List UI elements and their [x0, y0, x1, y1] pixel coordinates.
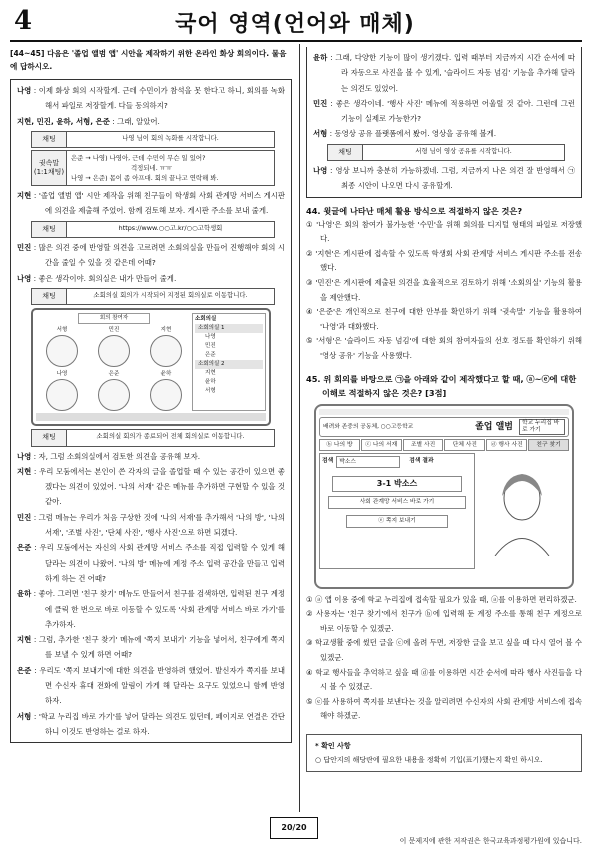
- passage-intro: [44~45] 다음은 '졸업 앨범 앱' 시안을 제작하기 위한 온라인 화상 회의이다. 물음에 답하시오.: [10, 49, 287, 71]
- dialogue-line: [313, 96, 575, 127]
- search-result-box: [319, 453, 475, 569]
- avatar: [150, 379, 182, 411]
- dialogue-line: [17, 540, 285, 586]
- chat-box-5: [31, 429, 275, 446]
- speaker-name: 은준: [17, 665, 32, 675]
- school-home-link-button[interactable]: 학교 누리집 바로 가기: [519, 419, 565, 435]
- separator: :: [31, 243, 39, 253]
- separator: :: [31, 86, 39, 95]
- separator: :: [109, 116, 118, 126]
- dialogue-block-2: [17, 188, 285, 219]
- question-number: 44.: [306, 205, 321, 216]
- participant-name: 민진: [108, 327, 120, 334]
- separator: :: [327, 98, 336, 108]
- tab-my-room[interactable]: ⓑ 나의 방: [319, 439, 360, 451]
- separator: :: [31, 466, 40, 476]
- speaker-name: 나영: [17, 86, 32, 95]
- utterance: '졸업 앨범 앱' 시안 제작을 위해 친구들이 학생회 사회 관계망 서비스 게시판에 의견을 제출해 주었어. 함께 검토해 보자. 게시판 주소를 보내 줄게.: [38, 191, 285, 216]
- answer-option[interactable]: ④ '은준'은 개인적으로 친구에 대한 안부를 확인하기 위해 '귓속말' 기능을 활용하여 '나영'과 대화했다.: [306, 307, 582, 331]
- utterance: 많은 의견 중에 반영할 의견을 고르려면 소회의실을 만들어 진행해야 회의 시간을 줄일 수 있을 것 같은데 어때?: [38, 243, 285, 268]
- avatar: [46, 335, 78, 367]
- speaker-name: 윤하: [17, 589, 32, 599]
- avatar: [98, 335, 130, 367]
- speaker-name: 민진: [17, 243, 32, 253]
- question-44-options: [306, 218, 582, 364]
- notice-title: * 확인 사항: [315, 741, 351, 750]
- answer-option[interactable]: ④ 학교 행사들을 추억하고 싶을 때 ⓓ를 이용하면 시간 순서에 따라 행사 사진들을 다시 볼 수 있겠군.: [306, 667, 582, 692]
- whisper-tag: 귓속말 (1:1채팅): [32, 151, 67, 185]
- tab-find-friends[interactable]: 친구 찾기: [528, 439, 569, 451]
- footer-page-number: 20/20: [270, 817, 318, 839]
- dialogue-frame: [10, 79, 292, 743]
- dialogue-line: [17, 83, 285, 114]
- utterance: 우리 모둠에서는 본인이 쓴 각자의 글을 졸업할 때 수 있는 공간이 있으면 좋겠다는 의견이 있었어. '나의 서재' 같은 메뉴를 추가하면 구현할 수 있을 것 같아.: [39, 466, 285, 507]
- participant-row-2: [36, 370, 192, 411]
- portrait-illustration-icon: [487, 466, 557, 556]
- app-title: 졸업 앨범: [475, 421, 513, 432]
- dialogue-line: [17, 271, 285, 286]
- participant-name: 지현: [160, 327, 172, 334]
- check-notice: [306, 734, 582, 772]
- room-member: 서형: [205, 388, 216, 395]
- result-title: 검색 결과: [409, 457, 434, 464]
- chat-tag: 채팅: [32, 222, 67, 237]
- separator: :: [327, 129, 335, 139]
- speaker-name: 윤하: [313, 53, 328, 62]
- participant-tile: [92, 326, 136, 367]
- speaker-name: 나영: [17, 451, 32, 461]
- chat-box-1: [31, 131, 275, 148]
- utterance: 그래, 알았어.: [117, 116, 160, 126]
- friend-profile-photo: [475, 453, 569, 569]
- answer-option[interactable]: ⑤ ⓔ를 사용하여 쪽지를 보낸다는 것을 알리려면 수신자의 사회 관계망 서비스에 접속해야 하겠군.: [306, 696, 582, 721]
- chat-message: 소회의실 회의가 종료되어 전체 회의실로 이동합니다.: [96, 432, 245, 441]
- breakout-room-2[interactable]: 소회의실 2: [195, 360, 263, 369]
- dialogue-block-3: [17, 240, 285, 286]
- participant-area: [36, 313, 192, 411]
- question-stem: 윗글에 나타난 매체 활용 방식으로 적절하지 않은 것은?: [323, 205, 523, 216]
- utterance: 그럼 메뉴는 우리가 처음 구상한 것에 '나의 서재'를 추가해서 '나의 방', '나의 서재', '조별 사진', '단체 사진', '행사 사진'으로 하면 되겠다.: [38, 512, 285, 538]
- tab-group-photos[interactable]: 조별 사진: [403, 439, 444, 451]
- question-45-options: [306, 593, 582, 724]
- speaker-name: 민진: [17, 512, 32, 522]
- avatar: [46, 379, 78, 411]
- utterance: 그럼, 추가한 '친구 찾기' 메뉴에 '쪽지 보내기' 기능을 넣어서, 친구에게 쪽지를 보낼 수 있게 하면 어때?: [39, 635, 285, 660]
- chat-message: 소회의실 회의가 시작되어 지정된 회의실로 이동합니다.: [93, 290, 248, 299]
- dialogue-block-1: [17, 83, 285, 129]
- participant-row-1: [36, 326, 192, 367]
- participant-window-title: 회의 참여자: [78, 313, 150, 324]
- room-member: 나영: [205, 334, 216, 341]
- separator: :: [31, 273, 39, 283]
- speaker-name: 지현: [17, 635, 32, 645]
- student-name-card: 3-1 박소스: [332, 476, 462, 492]
- status-bar: [319, 409, 569, 415]
- participant-name: 나영: [56, 371, 68, 378]
- participant-tile: [144, 326, 188, 367]
- chat-box-3: [31, 221, 275, 238]
- speaker-name: 은준: [17, 543, 32, 553]
- chat-message: 나영 님이 회의 녹화를 시작합니다.: [122, 133, 219, 142]
- utterance: 이제 화상 회의 시작할게. 근데 수민이가 참석을 못 한다고 하니, 회의를 녹화해서 파일로 저장할게. 다들 동의하지?: [38, 86, 285, 111]
- separator: :: [31, 543, 40, 553]
- separator: :: [31, 589, 39, 599]
- friend-search-panel: [319, 453, 569, 569]
- page-number: 4: [14, 6, 33, 36]
- answer-option[interactable]: ② 사용자는 '친구 찾기'에서 친구가 ⓑ에 입력해 둔 계정 주소를 통해 친구 계정으로 바로 이동할 수 있겠군.: [306, 609, 582, 633]
- speaker-name: 민진: [313, 98, 328, 108]
- chat-tag: 채팅: [32, 430, 67, 445]
- tab-event-photos[interactable]: ⓓ 행사 사진: [486, 439, 527, 451]
- chat-box-4: [31, 288, 275, 305]
- dialogue-line: [17, 240, 285, 271]
- copyright-notice: 이 문제지에 관한 저작권은 한국교육과정평가원에 있습니다.: [399, 837, 582, 845]
- dialogue-line: [17, 663, 285, 709]
- utterance: 좋아. 그러면 '친구 찾기' 메뉴도 만들어서 친구를 검색하면, 입력된 친구 계정에 클릭 한 번으로 바로 이동할 수 있도록 '사회 관계망 서비스 바로 가기'를 추가하자.: [38, 589, 285, 629]
- breakout-room-panel: [192, 313, 266, 411]
- search-input[interactable]: 박소스: [336, 456, 400, 468]
- chat-message: 서형 님이 영상 공유를 시작합니다.: [415, 146, 512, 155]
- dialogue-line: [17, 449, 285, 464]
- dialogue-line: [17, 586, 285, 632]
- question-45: [306, 372, 582, 400]
- participant-tile: [40, 370, 84, 411]
- app-header: [319, 417, 569, 437]
- answer-option[interactable]: ② '지현'은 게시판에 접속할 수 있도록 학생회 사회 관계망 서비스 게시판 주소를 전송했다.: [306, 248, 582, 273]
- whisper-line: 나영 → 은준) 몸이 좀 아프대. 회의 끝나고 연락해 봐.: [71, 174, 219, 183]
- whisper-box: [31, 150, 275, 186]
- utterance: 그래, 다양한 기능이 많이 생기겠다. 입력 때부터 지금까지 시간 순서에 따라 자동으로 사진을 볼 수 있게, '슬라이드 자동 넘김' 기능을 추가해 달라는 의견도 있었어.: [335, 53, 575, 93]
- avatar: [98, 379, 130, 411]
- participant-tile: [40, 326, 84, 367]
- speaker-name: 지현, 민진, 윤하, 서형, 은준: [17, 116, 110, 126]
- send-note-button[interactable]: ⓔ 쪽지 보내기: [346, 515, 448, 528]
- participant-name: 윤하: [160, 371, 172, 378]
- dialogue-block-6: [313, 163, 575, 194]
- separator: :: [327, 53, 336, 62]
- chat-tag: 채팅: [32, 132, 67, 147]
- utterance: 동영상 공유 플랫폼에서 봤어. 영상을 공유해 볼게.: [334, 129, 497, 139]
- tab-class-photos[interactable]: 단체 사진: [444, 439, 485, 451]
- speaker-name: 지현: [17, 466, 32, 476]
- dialogue-block-4: [17, 449, 285, 740]
- tab-my-library[interactable]: ⓒ 나의 서재: [361, 439, 402, 451]
- utterance: 좋은 생각이야. 회의실은 내가 만들어 줄게.: [38, 273, 177, 283]
- header-rule: [10, 40, 582, 42]
- album-app-screen: [314, 404, 574, 589]
- answer-option[interactable]: ③ 학교생활 중에 썼던 글을 ⓒ에 올려 두면, 저장한 글을 보고 싶을 때 다시 열어 볼 수 있겠군.: [306, 638, 582, 662]
- dialogue-frame-continued: [306, 47, 582, 198]
- answer-option[interactable]: ⑤ '서형'은 '슬라이드 자동 넘김'에 대한 회의 참여자들의 선호 정도를 확인하기 위해 '영상 공유' 기능을 사용했다.: [306, 336, 582, 361]
- answer-option[interactable]: ① ⓐ 앱 이용 중에 학교 누리집에 접속할 필요가 있을 때, ⓐ를 이용하면 편리하겠군.: [306, 594, 577, 604]
- whisper-line: 걱정되네. ㅠㅠ: [131, 164, 173, 173]
- room-member: 민진: [205, 343, 216, 350]
- breakout-panel-title: 소회의실: [195, 316, 217, 323]
- separator: :: [31, 635, 39, 645]
- speaker-name: 나영: [313, 166, 328, 176]
- breakout-room-1[interactable]: 소회의실 1: [195, 324, 263, 333]
- separator: :: [31, 665, 40, 675]
- notice-text: ○ 답안지의 해당란에 필요한 내용을 정확히 기입(표기)했는지 확인 하시오.: [315, 755, 543, 764]
- whisper-messages: [67, 151, 274, 185]
- avatar: [150, 335, 182, 367]
- speaker-name: 서형: [313, 129, 328, 139]
- search-label: 검색: [322, 457, 334, 464]
- dialogue-line: [313, 163, 575, 194]
- utterance: 자, 그럼 소회의실에서 검토한 의견을 공유해 보자.: [38, 451, 201, 461]
- separator: :: [31, 711, 39, 721]
- participant-name: 은준: [108, 371, 120, 378]
- chat-box-6: [327, 144, 565, 161]
- speaker-name: 지현: [17, 191, 32, 201]
- app-banner: 배려와 존중의 공동체, ○○고등학교: [323, 423, 414, 430]
- dialogue-line: [17, 114, 285, 129]
- utterance: 우리도 '쪽지 보내기'에 대한 의견을 반영하려 했었어. 발신자가 쪽지를 보내면 수신자 휴대 전화에 알림이 가게 해 달라는 요구도 있었으니 함께 반영하자.: [39, 665, 285, 706]
- dialogue-line: [17, 510, 285, 541]
- separator: :: [31, 512, 39, 522]
- question-44: [306, 204, 582, 218]
- speaker-name: 나영: [17, 273, 32, 283]
- room-member: 윤하: [205, 379, 216, 386]
- answer-option[interactable]: ① '나영'은 회의 참여가 불가능한 '수민'을 위해 회의를 디지털 형태의 파일로 저장했다.: [306, 219, 582, 244]
- right-column: [306, 45, 582, 772]
- page-header: [0, 0, 590, 44]
- question-stem: 위 회의를 바탕으로 ㉠을 아래와 같이 제작했다고 할 때, ⓐ~ⓔ에 대한 이해로 적절하지 않은 것은? [3점]: [322, 373, 577, 398]
- dialogue-line: [17, 709, 285, 740]
- sns-shortcut-button[interactable]: 사회 관계망 서비스 바로 가기: [328, 496, 466, 509]
- separator: :: [31, 451, 39, 461]
- media-control-bar[interactable]: [36, 413, 266, 421]
- speaker-name: 서형: [17, 711, 32, 721]
- participant-tile: [92, 370, 136, 411]
- question-number: 45.: [306, 373, 321, 384]
- room-member: 지현: [205, 370, 216, 377]
- column-divider: [299, 44, 300, 812]
- room-member: 은준: [205, 352, 216, 359]
- separator: :: [327, 166, 336, 176]
- participant-tile: [144, 370, 188, 411]
- chat-tag: 채팅: [32, 289, 67, 304]
- utterance: 좋은 생각이네. '행사 사진' 메뉴에 적용하면 어울릴 것 같아. 그런데 그런 기능이 실제로 가능한가?: [335, 98, 575, 124]
- dialogue-block-5: [313, 50, 575, 142]
- utterance: 우리 모둠에서는 자신의 사회 관계망 서비스 주소를 직접 입력할 수 있게 해 달라는 의견이 나왔어. '나의 방' 메뉴에 계정 주소 입력 공간을 만들고 입력하게 하는 건 어때?: [39, 543, 285, 583]
- menu-tabs: [319, 439, 569, 451]
- separator: :: [31, 191, 39, 201]
- utterance: '학교 누리집 바로 가기'를 넣어 달라는 의견도 있던데, 페이지로 연결은 간단하니 이것도 반영하는 걸로 하자.: [38, 711, 285, 736]
- chat-tag: 채팅: [328, 145, 363, 160]
- video-conference-screen: [31, 308, 271, 426]
- whisper-line: 은준 → 나영) 나영아, 근데 수민이 무슨 일 있어?: [71, 154, 206, 163]
- answer-option[interactable]: ③ '민진'은 게시판에 제출된 의견을 효율적으로 검토하기 위해 '소회의실' 기능의 활용을 제안했다.: [306, 278, 582, 302]
- dialogue-line: [17, 188, 285, 219]
- participant-name: 서형: [56, 327, 68, 334]
- dialogue-line: [313, 126, 575, 141]
- dialogue-line: [17, 464, 285, 510]
- section-title: 국어 영역(언어와 매체): [175, 12, 415, 37]
- dialogue-line: [17, 632, 285, 663]
- search-row: [322, 456, 472, 468]
- chat-message: https://www.○○고.kr/○○고학생회: [118, 223, 223, 232]
- left-column: [10, 45, 292, 743]
- utterance: 영상 보니까 충분히 가능하겠네. 그럼, 지금까지 나온 의견 잘 반영해서 ㉠ 최종 시안이 나오면 다시 공유할게.: [335, 166, 575, 191]
- dialogue-line: [313, 50, 575, 96]
